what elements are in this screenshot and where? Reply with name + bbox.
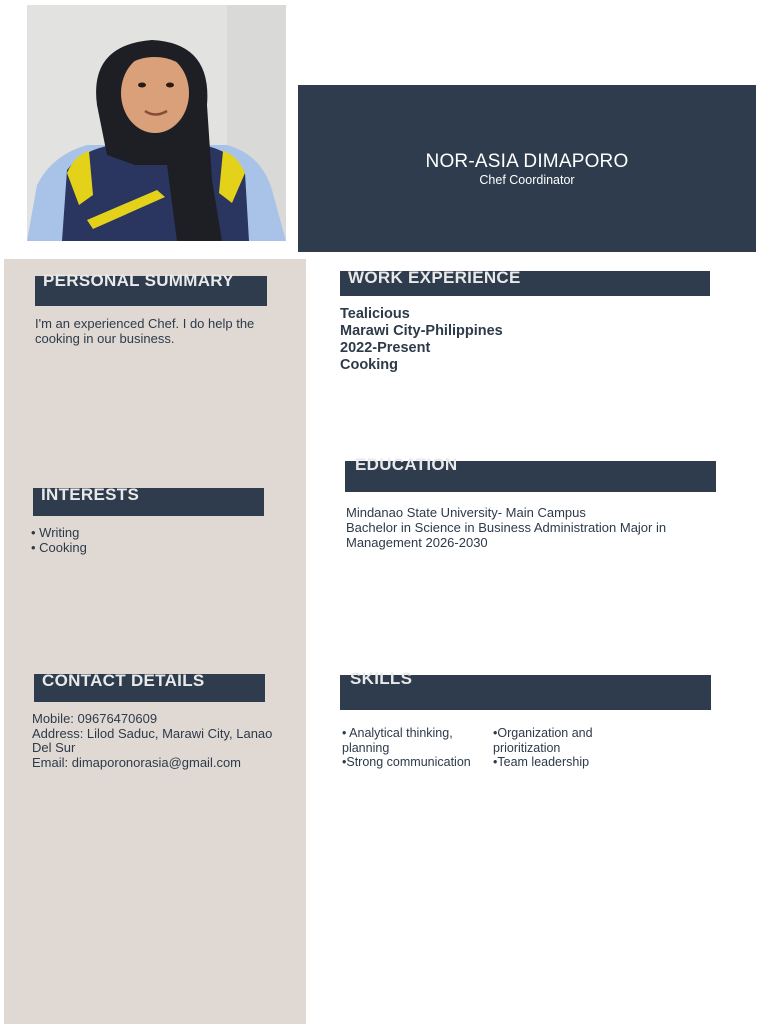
list-item: •Organization and prioritization [493,726,593,755]
personal-summary-text: I'm an experienced Chef. I do help the cooking in our business. [35,316,255,346]
work-period: 2022-Present [340,340,431,356]
education-school: Mindanao State University- Main Campus [346,505,586,520]
list-item: •Strong communication [342,755,471,769]
contact-email: Email: dimaporonorasia@gmail.com [32,755,241,770]
list-item: • Writing [31,525,80,540]
personal-summary-title: PERSONAL SUMMARY [43,271,234,290]
list-item: • Analytical thinking, planning [342,726,453,755]
skills-title: SKILLS [350,669,413,688]
contact-mobile: Mobile: 09676470609 [32,711,158,726]
contact-title: CONTACT DETAILS [42,671,205,690]
candidate-role: Chef Coordinator [479,173,575,187]
list-item: •Team leadership [493,755,590,769]
work-location: Marawi City-Philippines [340,323,503,339]
work-experience-title: WORK EXPERIENCE [348,268,521,287]
education-degree: Bachelor in Science in Business Administration Major in Management 2026-2030 [346,520,667,550]
interests-list [31,526,271,555]
contact-address: Address: Lilod Saduc, Marawi City, Lanao Del Sur [32,725,273,755]
education-title: EDUCATION [355,455,458,474]
skills-list-left [342,726,482,770]
skills-list-right [493,726,633,770]
name-banner [298,85,756,252]
work-duty: Cooking [340,357,398,373]
work-company: Tealicious [340,306,410,322]
candidate-name: NOR-ASIA DIMAPORO [425,151,629,172]
interests-title: INTERESTS [41,485,140,504]
person-illustration [27,5,286,241]
profile-photo [27,5,286,241]
list-item: • Cooking [31,539,87,555]
left-sidebar [4,259,306,1024]
